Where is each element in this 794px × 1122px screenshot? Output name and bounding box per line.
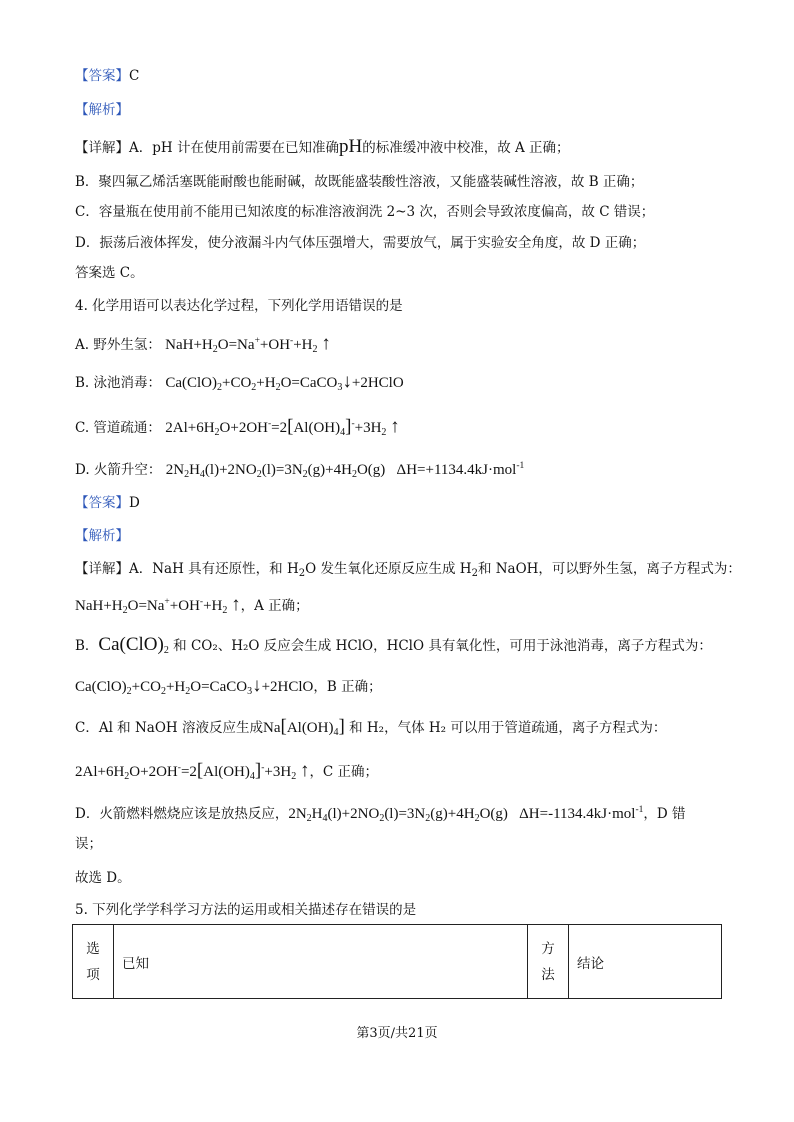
- table-header-row: [73, 925, 722, 999]
- detail4-eq-b: $Ca(ClO)_2+CO_2+H_2O=CaCO_3↓+2HClO$，B 正确；: [75, 675, 382, 697]
- detail4-line-a: 【详解】A．NaH 具有还原性，和 $H_2O$ 发生氧化还原反应生成 $H_2$和 NaOH，可以野外生氢，离子方程式为：: [75, 561, 741, 579]
- answer-value: D: [129, 495, 140, 511]
- detail4-eq-c: $2Al+6H_2O+2OH^-=2[Al(OH)_4]^-+3H_2$ ↑，C 正确；: [75, 760, 379, 782]
- stacked-header-text: 方 法: [541, 940, 555, 983]
- answer-line-4: 【答案】D: [75, 495, 140, 511]
- option-b: B. 泳池消毒： $Ca(ClO)_2+CO_2+H_2O=CaCO_3↓+2HClO$: [75, 371, 404, 393]
- option-c: C. 管道疏通： $2Al+6H_2O+2OH^-=2[Al(OH)_4]^-+3H_2$ ↑: [75, 416, 400, 438]
- detail4-line-d: D．火箭燃料燃烧应该是放热反应，$2N_2H_4(l)+2NO_2(l)=3N_2(g)+4H_2O(g)$ ΔH=-1134.4kJ·mol$^{-1}$，D 错: [75, 805, 686, 824]
- detail4-line-d-wrap: 误；: [75, 836, 102, 852]
- stacked-header-text: 选 项: [86, 940, 100, 983]
- question-4-stem: 4. 化学用语可以表达化学过程，下列化学用语错误的是: [75, 298, 403, 314]
- answer-label: 【答案】: [75, 68, 129, 84]
- detail-label: 【详解】: [75, 140, 129, 156]
- equation-a: $NaH+H_2O=Na^++OH^-+H_2$ ↑: [165, 333, 331, 355]
- option-a: A. 野外生氢： $NaH+H_2O=Na^++OH^-+H_2$ ↑: [75, 333, 331, 355]
- header-known: 已知: [114, 925, 528, 999]
- header-conclusion: 结论: [569, 925, 722, 999]
- option-d: D. 火箭升空： $2N_2H_4(l)+2NO_2(l)=3N_2(g)+4H_2O(g)$ ΔH=+1134.4kJ·mol$^{-1}$: [75, 461, 525, 480]
- analysis-label: 【解析】: [75, 102, 129, 118]
- analysis-label: 【解析】: [75, 528, 129, 544]
- answer-value: C: [129, 68, 140, 84]
- detail4-line-c: C．Al 和 NaOH 溶液反应生成$Na[Al(OH)_4]$ 和 H₂，气体 H₂ 可以用于管道疏通，离子方程式为：: [75, 716, 667, 738]
- detail4-eq-a: $NaH+H_2O=Na^++OH^-+H_2$ ↑，A 正确；: [75, 594, 309, 616]
- answer-line: [75, 66, 139, 86]
- conclusion-line-4: 故选 D。: [75, 870, 131, 886]
- options-table: [72, 924, 722, 999]
- detail-line-d: D．振荡后液体挥发，使分液漏斗内气体压强增大，需要放气，属于实验安全角度，故 D 正确；: [75, 235, 646, 251]
- page-footer: 第3页/共21页: [356, 1026, 438, 1041]
- detail-line-a: 【详解】A．pH 计在使用前需要在已知准确pH的标准缓冲液中校准，故 A 正确；: [75, 136, 570, 157]
- header-method: [528, 925, 569, 999]
- question-5-stem: 5. 下列化学学科学习方法的运用或相关描述存在错误的是: [75, 902, 417, 918]
- header-option: [73, 925, 114, 999]
- equation-b: $Ca(ClO)_2+CO_2+H_2O=CaCO_3↓+2HClO$: [165, 371, 404, 393]
- detail-line-b: B．聚四氟乙烯活塞既能耐酸也能耐碱，故既能盛装酸性溶液，又能盛装碱性溶液，故 B 正确；: [75, 174, 644, 190]
- equation-d: $2N_2H_4(l)+2NO_2(l)=3N_2(g)+4H_2O(g)$ ΔH=+1134.4kJ·mol$^{-1}$: [165, 461, 525, 480]
- detail4-line-b: B．$Ca(ClO)_2$ 和 CO₂、H₂O 反应会生成 HClO，HClO 具有氧化性，可用于泳池消毒，离子方程式为：: [75, 634, 712, 656]
- conclusion-line: 答案选 C。: [75, 265, 144, 281]
- equation-c: $2Al+6H_2O+2OH^-=2[Al(OH)_4]^-+3H_2$ ↑: [165, 416, 400, 438]
- detail-line-c: C．容量瓶在使用前不能用已知浓度的标准溶液润洗 2~3 次，否则会导致浓度偏高，故 C 错误；: [75, 204, 655, 220]
